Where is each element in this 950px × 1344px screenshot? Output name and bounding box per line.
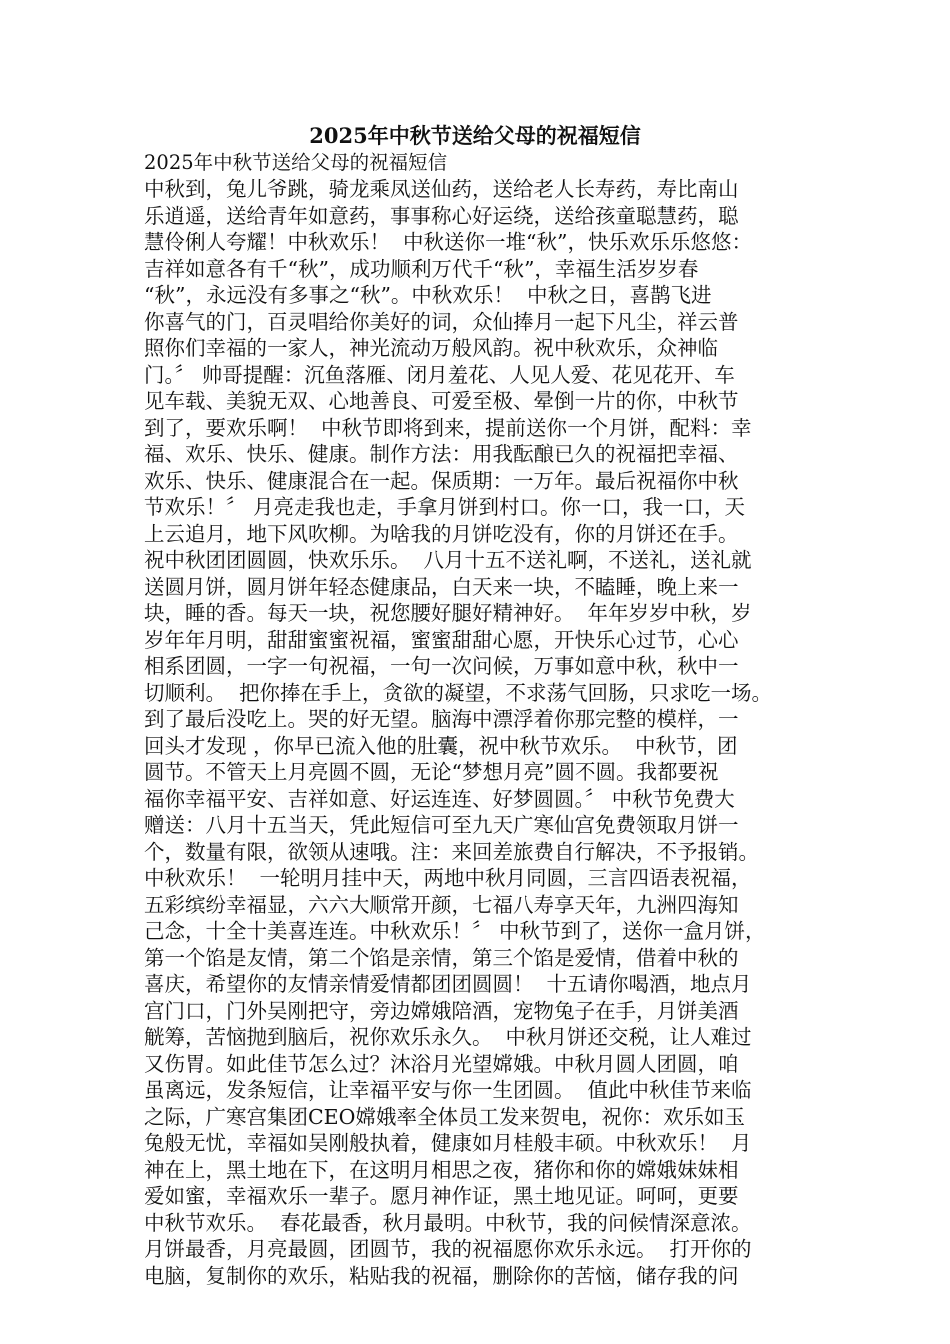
text-line: 你喜气的门，百灵唱给你美好的词，众仙捧月一起下凡尘，祥云普 <box>144 309 739 334</box>
text-line: 个，数量有限，欲领从速哦。注：来回差旅费自行解决，不予报销。 <box>144 839 759 864</box>
text-line: 岁年年月明，甜甜蜜蜜祝福，蜜蜜甜甜心愿，开快乐心过节，心心 <box>144 627 739 652</box>
text-line: 欢乐、快乐、健康混合在一起。保质期：一万年。最后祝福你中秋 <box>144 468 739 493</box>
text-line: 送圆月饼，圆月饼年轻态健康品，白天来一块，不瞌睡，晚上来一 <box>144 574 739 599</box>
text-line: 赠送：八月十五当天，凭此短信可至九天广寒仙宫免费领取月饼一 <box>144 813 739 837</box>
text-line: 切顺利。 把你捧在手上，贪欲的凝望，不求荡气回肠，只求吃一场。 <box>144 680 773 705</box>
text-line: 己念，十全十美喜连连。中秋欢乐！〞 中秋节到了，送你一盒月饼， <box>144 919 766 943</box>
text-line: “秋”，永远没有多事之“秋”。中秋欢乐！ 中秋之日，喜鹊飞进 <box>144 283 712 307</box>
text-line: 门。〞 帅哥提醒：沉鱼落雁、闭月羞花、人见人爱、花见花开、车 <box>144 362 735 387</box>
text-line: 觥筹，苦恼抛到脑后，祝你欢乐永久。 中秋月饼还交税，让人难过 <box>144 1025 752 1049</box>
text-line: 宫门口，门外吴刚把守，旁边嫦娥陪酒，宠物兔子在手，月饼美酒 <box>144 998 739 1023</box>
text-line: 乐逍遥，送给青年如意药，事事称心好运绕，送给孩童聪慧药，聪 <box>144 203 739 228</box>
text-line: 祝中秋团团圆圆，快欢乐乐。 八月十五不送礼啊，不送礼，送礼就 <box>144 548 752 572</box>
text-line: 节欢乐！〞 月亮走我也走，手拿月饼到村口。你一口，我一口，天 <box>144 495 746 519</box>
text-line: 第一个馅是友情，第二个馅是亲情，第三个馅是爱情，借着中秋的 <box>144 945 739 970</box>
text-line: 月饼最香，月亮最圆，团圆节，我的祝福愿你欢乐永远。 打开你的 <box>144 1237 752 1261</box>
text-line: 吉祥如意各有千“秋”，成功顺利万代千“秋”，幸福生活岁岁春 <box>144 256 699 281</box>
text-line: 电脑，复制你的欢乐，粘贴我的祝福，删除你的苦恼，储存我的问 <box>144 1263 739 1288</box>
text-line: 神在上，黑土地在下，在这明月相思之夜，猪你和你的嫦娥妹妹相 <box>144 1157 739 1182</box>
text-line: 中秋欢乐！ 一轮明月挂中天，两地中秋月同圆，三言四语表祝福， <box>144 866 752 890</box>
text-line: 相系团圆，一字一句祝福，一句一次问候，万事如意中秋，秋中一 <box>144 654 739 678</box>
document-body <box>144 150 820 1289</box>
text-line: 福你幸福平安、吉祥如意、好运连连、好梦圆圆。〞 中秋节免费大 <box>144 786 735 811</box>
text-line: 爱如蜜，幸福欢乐一辈子。愿月神作证，黑土地见证。呵呵，更要 <box>144 1184 739 1208</box>
text-line: 慧伶俐人夸耀！中秋欢乐！ 中秋送你一堆“秋”，快乐欢乐乐悠悠： <box>144 230 752 254</box>
text-line: 虽离远，发条短信，让幸福平安与你一生团圆。 值此中秋佳节来临 <box>144 1078 752 1102</box>
document-title: 2025年中秋节送给父母的祝福短信 <box>309 123 641 148</box>
text-line: 五彩缤纷幸福显，六六大顺常开颜，七福八寿享天年，九洲四海知 <box>144 892 739 917</box>
text-line: 又伤胃。如此佳节怎么过？沐浴月光望嫦娥。中秋月圆人团圆，咱 <box>144 1051 739 1076</box>
text-line: 块，睡的香。每天一块，祝您腰好腿好精神好。 年年岁岁中秋，岁 <box>144 601 752 625</box>
text-line: 回头才发现 ，你早已流入他的肚囊，祝中秋节欢乐。 中秋节，团 <box>144 733 738 758</box>
text-line: 福、欢乐、快乐、健康。制作方法：用我酝酿已久的祝福把幸福、 <box>144 442 739 466</box>
document-subtitle: 2025年中秋节送给父母的祝福短信 <box>144 151 448 174</box>
text-line: 上云追月，地下风吹柳。为啥我的月饼吃没有，你的月饼还在手。 <box>144 521 739 546</box>
text-line: 见车载、美貌无双、心地善良、可爱至极、晕倒一片的你，中秋节 <box>144 389 739 413</box>
text-line: 圆节。不管天上月亮圆不圆，无论“梦想月亮”圆不圆。我都要祝 <box>144 760 719 784</box>
text-line: 喜庆，希望你的友情亲情爱情都团团圆圆！ 十五请你喝酒，地点月 <box>144 972 752 996</box>
text-line: 之际，广寒宫集团CEO嫦娥率全体员工发来贺电，祝你：欢乐如玉 <box>144 1104 745 1129</box>
text-line: 中秋到，兔儿爷跳，骑龙乘凤送仙药，送给老人长寿药，寿比南山 <box>144 177 739 201</box>
text-line: 兔般无忧，幸福如吴刚般执着，健康如月桂般丰硕。中秋欢乐！ 月 <box>144 1131 752 1155</box>
text-line: 照你们幸福的一家人，神光流动万般风韵。祝中秋欢乐，众神临 <box>144 336 718 360</box>
text-line: 到了最后没吃上。哭的好无望。脑海中漂浮着你那完整的模样，一 <box>144 707 739 731</box>
text-line: 中秋节欢乐。 春花最香，秋月最明。中秋节，我的问候情深意浓。 <box>144 1210 752 1235</box>
text-line: 到了，要欢乐啊！ 中秋节即将到来，提前送你一个月饼，配料：幸 <box>144 415 752 440</box>
